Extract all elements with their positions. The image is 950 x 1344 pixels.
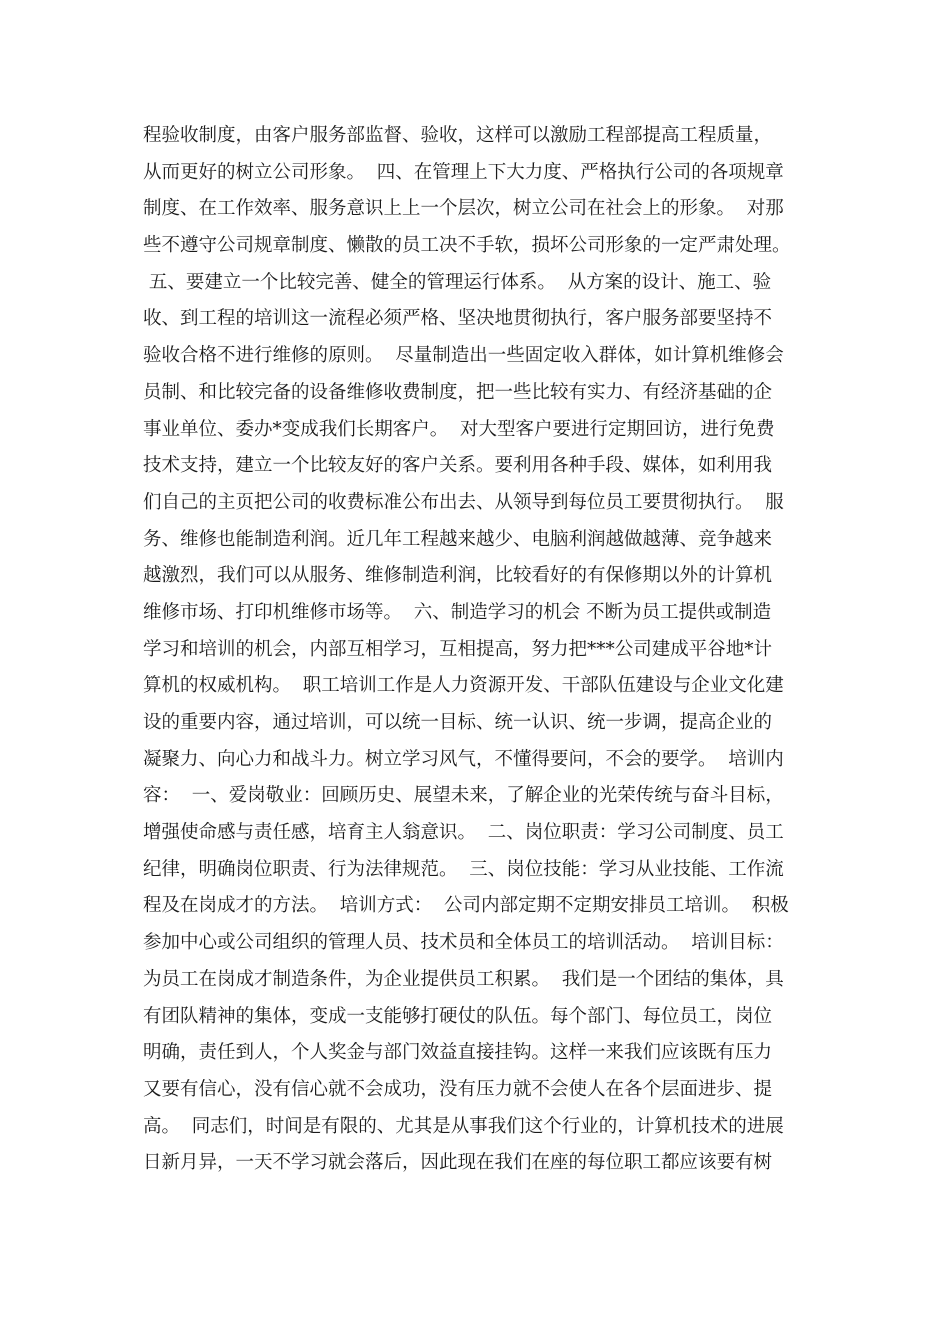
text-line: 有团队精神的集体，变成一支能够打硬仗的队伍。每个部门、每位员工，岗位 [143,1005,773,1027]
text-line: 们自己的主页把公司的收费标准公布出去、从领导到每位员工要贯彻执行。 服 [143,491,784,513]
text-line: 事业单位、委办*变成我们长期客户。 对大型客户要进行定期回访，进行免费 [143,418,775,440]
text-line: 明确，责任到人，个人奖金与部门效益直接挂钩。这样一来我们应该既有压力 [143,1042,773,1064]
text-line: 日新月异，一天不学习就会落后，因此现在我们在座的每位职工都应该要有树 [143,1152,773,1174]
text-line: 算机的权威机构。 职工培训工作是人力资源开发、干部队伍建设与企业文化建 [143,675,784,697]
text-line: 些不遵守公司规章制度、懒散的员工决不手软，损坏公司形象的一定严肃处理。 [143,235,791,257]
text-line: 程及在岗成才的方法。 培训方式： 公司内部定期不定期安排员工培训。 积极 [143,895,789,917]
text-line: 纪律，明确岗位职责、行为法律规范。 三、岗位技能：学习从业技能、工作流 [143,858,784,880]
body-text [143,118,813,1182]
text-line: 为员工在岗成才制造条件，为企业提供员工积累。 我们是一个团结的集体，具 [143,968,784,990]
text-line: 设的重要内容，通过培训，可以统一目标、统一认识、统一步调，提高企业的 [143,712,773,733]
text-line: 务、维修也能制造利润。近几年工程越来越少、电脑利润越做越薄、竞争越来 [143,528,773,550]
text-line: 五、要建立一个比较完善、健全的管理运行体系。 从方案的设计、施工、验 [143,271,772,293]
text-line: 越激烈，我们可以从服务、维修制造利润，比较看好的有保修期以外的计算机 [143,565,773,587]
text-line: 收、到工程的培训这一流程必须严格、坚决地贯彻执行，客户服务部要坚持不 [143,308,773,330]
text-line: 凝聚力、向心力和战斗力。树立学习风气，不懂得要问，不会的要学。 培训内 [143,748,784,770]
text-line: 增强使命感与责任感，培育主人翁意识。 二、岗位职责：学习公司制度、员工 [143,822,784,844]
text-line: 高。 同志们，时间是有限的、尤其是从事我们这个行业的，计算机技术的进展 [143,1115,784,1137]
text-line: 维修市场、打印机维修市场等。 六、制造学习的机会 不断为员工提供或制造 [143,601,772,623]
text-line: 程验收制度，由客户服务部监督、验收，这样可以激励工程部提高工程质量， [143,125,773,146]
text-line: 学习和培训的机会，内部互相学习，互相提高，努力把***公司建成平谷地*计 [143,638,773,660]
text-line: 参加中心或公司组织的管理人员、技术员和全体员工的培训活动。 培训目标： [143,932,784,954]
text-line: 容： 一、爱岗敬业：回顾历史、展望未来，了解企业的光荣传统与奋斗目标， [143,785,784,807]
text-line: 又要有信心，没有信心就不会成功，没有压力就不会使人在各个层面进步、提 [143,1078,773,1100]
text-line: 员制、和比较完备的设备维修收费制度，把一些比较有实力、有经济基础的企 [143,381,773,403]
text-line: 技术支持，建立一个比较友好的客户关系。要利用各种手段、媒体，如利用我 [143,455,773,477]
text-line: 验收合格不进行维修的原则。 尽量制造出一些固定收入群体，如计算机维修会 [143,345,784,367]
text-line: 从而更好的树立公司形象。 四、在管理上下大力度、严格执行公司的各项规章 [143,161,784,183]
text-line: 制度、在工作效率、服务意识上上一个层次，树立公司在社会上的形象。 对那 [143,198,784,220]
